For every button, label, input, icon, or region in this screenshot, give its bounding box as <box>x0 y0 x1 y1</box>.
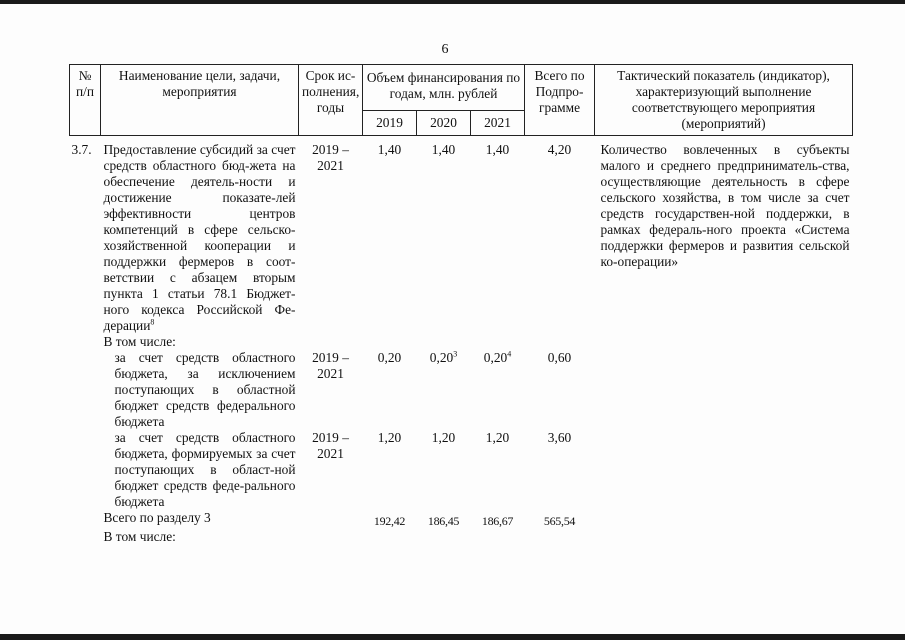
row-value-2021: 0,20$^4$ <box>483 349 512 365</box>
header-name: Наименование цели, задачи, мероприятия <box>101 65 299 136</box>
row-name: Предоставление субсидий за счет средств областного бюд-жета на обеспечение деятель-ности и достижение показате-лей эффективности центров компетенций в сфере сельско-хозяйственной кооперации и поддержки фермеров в соот-ветствии с абзацем вторым пункта 1 статьи 78.1 Бюджет-ного кодекса Российской Фе-дерации$^8$ <box>103 142 296 333</box>
row-value-2019: 1,20 <box>377 430 402 445</box>
table-row <box>70 142 853 334</box>
table-row <box>70 334 853 350</box>
row-total: 3,60 <box>547 430 572 445</box>
footnote-mark: 3 <box>453 349 458 359</box>
header-year-2020: 2020 <box>417 111 471 136</box>
header-year-2021: 2021 <box>471 111 525 136</box>
table-row <box>70 510 853 529</box>
footnote-mark: 4 <box>507 349 512 359</box>
row-name: В том числе: <box>103 529 176 544</box>
row-value-2020: 1,40 <box>431 142 456 157</box>
financing-table <box>69 64 853 545</box>
row-term: 2019 – 2021 <box>312 142 349 173</box>
page-number: 6 <box>441 42 449 57</box>
row-name: Всего по разделу 3 <box>103 510 211 525</box>
header-funding: Объем финансирования по годам, млн. рублей <box>363 65 525 111</box>
row-value-2021: 186,67 <box>481 514 514 528</box>
row-name: за счет средств областного бюджета, формируемых за счет поступающих в област-ной бюджет средств феде-рального бюджета <box>114 430 296 509</box>
row-name: В том числе: <box>103 334 176 349</box>
row-value-2019: 1,40 <box>377 142 402 157</box>
row-value-2020: 186,45 <box>427 514 460 528</box>
row-value-2021: 1,20 <box>485 430 510 445</box>
top-border <box>0 0 905 4</box>
header-year-2019: 2019 <box>363 111 417 136</box>
row-value-2020: 0,20$^3$ <box>429 349 458 365</box>
row-indicator: Количество вовлеченных в субъекты малого и среднего предприниматель-ства, осуществляющие деятельность в сфере сельского хозяйства, в том числе за счет средств государствен-ной поддержки, в рамках федераль-ного проекта «Система поддержки фермеров и развития сельской ко-операции» <box>600 142 850 269</box>
row-term: 2019 – 2021 <box>312 350 349 381</box>
header-term: Срок ис-полнения, годы <box>299 65 363 136</box>
row-name: за счет средств областного бюджета, за исключением поступающих в областной бюджет средств федерального бюджета <box>114 350 296 429</box>
bottom-border <box>0 634 905 640</box>
header-num: № п/п <box>70 65 101 136</box>
row-total: 565,54 <box>543 514 576 528</box>
table-row <box>70 529 853 545</box>
row-value-2019: 192,42 <box>373 514 406 528</box>
row-term: 2019 – 2021 <box>312 430 349 461</box>
header-total: Всего по Подпро-грамме <box>525 65 595 136</box>
row-value-2020: 1,20 <box>431 430 456 445</box>
row-num: 3.7. <box>71 142 92 157</box>
table-row <box>70 430 853 510</box>
footnote-mark: 8 <box>150 317 155 327</box>
header-indicator: Тактический показатель (индикатор), характеризующий выполнение соответствующего мероприятия (мероприятий) <box>595 65 853 136</box>
table-row <box>70 350 853 430</box>
row-total: 4,20 <box>547 142 572 157</box>
row-value-2019: 0,20 <box>377 350 402 365</box>
row-value-2021: 1,40 <box>485 142 510 157</box>
row-total: 0,60 <box>547 350 572 365</box>
